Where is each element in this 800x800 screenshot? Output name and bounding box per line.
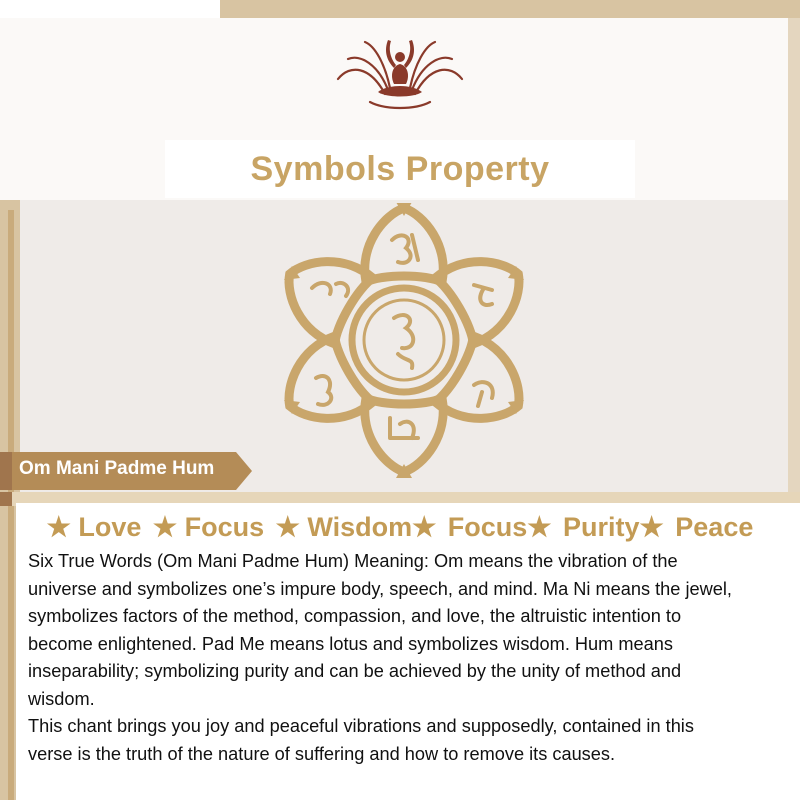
virtue-focus: ★ Focus xyxy=(152,512,265,542)
virtue-purity: Purity★ xyxy=(563,512,664,542)
virtue-love: ★ Love xyxy=(46,512,142,542)
virtue-focus-2: Focus★ xyxy=(447,512,552,542)
description-line: wisdom. xyxy=(28,688,95,709)
description-line: verse is the truth of the nature of suffering and how to remove its causes. xyxy=(28,743,616,764)
bottom-marker xyxy=(0,492,12,506)
top-gold-band xyxy=(220,0,800,18)
lotus-mantra-emblem-icon xyxy=(265,203,543,478)
virtue-peace: Peace xyxy=(675,512,754,542)
virtue-wisdom: ★ Wisdom★ xyxy=(275,512,437,542)
description-line: universe and symbolizes one’s impure body, speech, and mind. Ma Ni means the jewel, xyxy=(28,578,732,599)
ribbon-label: Om Mani Padme Hum xyxy=(19,458,215,479)
meditating-lotus-icon xyxy=(330,24,470,114)
description-text xyxy=(28,548,800,768)
virtues-line xyxy=(0,512,800,543)
description-line: symbolizes factors of the method, compassion, and love, the altruistic intention to xyxy=(28,606,682,626)
right-frame xyxy=(788,18,800,498)
description-line: become enlightened. Pad Me means lotus and symbolizes wisdom. Hum means xyxy=(28,633,673,654)
page-title: Symbols Property xyxy=(250,150,550,188)
description-line: Six True Words (Om Mani Padme Hum) Meaning: Om means the vibration of the xyxy=(28,551,678,571)
description-line: inseparability; symbolizing purity and can be achieved by the unity of method and xyxy=(28,661,682,681)
description-line: This chant brings you joy and peaceful vibrations and supposedly, contained in this xyxy=(28,716,694,736)
